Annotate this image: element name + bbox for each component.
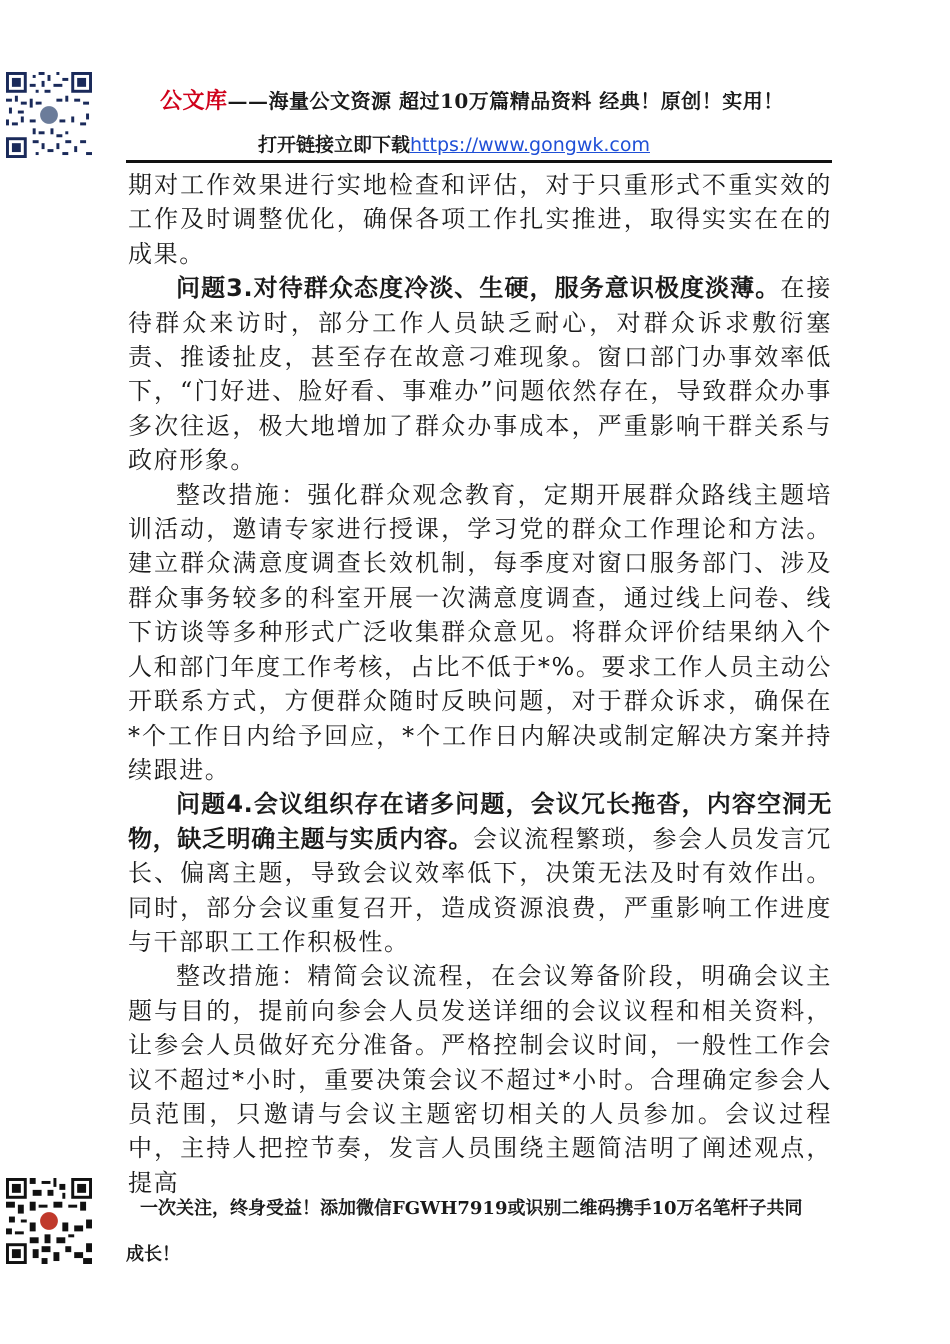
footer-promo-end: 成长！ — [126, 1244, 180, 1265]
paragraph-continuation: 期对工作效果进行实地检查和评估，对于只重形式不重实效的工作及时调整优化，确保各项工作扎实推进，取得实实在在的成果。 — [128, 171, 832, 268]
footer-promo: 一次关注，终身受益！添加微信FGWH7919或识别二维码携手10万名笔杆子共同 — [140, 1198, 803, 1219]
qr-code-icon — [6, 1178, 92, 1264]
issue-3-text: 在接待群众来访时，部分工作人员缺乏耐心，对群众诉求敷衍塞责、推诿扯皮，甚至存在故意刁难现象。窗口部门办事效率低下，“门好进、脸好看、事难办”问题依然存在，导致群众办事多次往返，极大地增加了群众办事成本，严重影响干群关系与政府形象。 — [128, 274, 832, 475]
paragraph-measures-4: 整改措施：精简会议流程，在会议筹备阶段，明确会议主题与目的，提前向参会人员发送详细的会议议程和相关资料，让参会人员做好充分准备。严格控制会议时间，一般性工作会议不超过*小时，重要决策会议不超过*小时。合理确定参会人员范围，只邀请与会议主题密切相关的人员参加。会议过程中，主持人把控节奏，发言人员围绕主题简洁明了阐述观点，提高 — [128, 962, 832, 1197]
issue-4-text: 会议流程繁琐，参会人员发言冗长、偏离主题，导致会议效率低下，决策无法及时有效作出。同时，部分会议重复召开，造成资源浪费，严重影响工作进度与干部职工工作积极性。 — [128, 824, 832, 956]
paragraph-measures-3: 整改措施：强化群众观念教育，定期开展群众路线主题培训活动，邀请专家进行授课，学习党的群众工作理论和方法。建立群众满意度调查长效机制，每季度对窗口服务部门、涉及群众事务较多的科室开展一次满意度调查，通过线上问卷、线下访谈等多种形式广泛收集群众意见。将群众评价结果纳入个人和部门年度工作考核，占比不低于*%。要求工作人员主动公开联系方式，方便群众随时反映问题，对于群众诉求，确保在*个工作日内给予回应，*个工作日内解决或制定解决方案并持续跟进。 — [128, 480, 832, 784]
issue-4-title: 问题4.会议组织存在诸多问题，会议冗长拖沓，内容空洞无物，缺乏明确主题与实质内容。 — [128, 790, 832, 853]
download-prefix: 打开链接立即下载 — [258, 134, 411, 156]
header-divider — [126, 160, 832, 163]
download-line — [258, 130, 858, 157]
paragraph-issue-4 — [128, 787, 832, 959]
qr-code-bottom — [6, 1178, 92, 1264]
document-body — [128, 168, 832, 1200]
qr-code-icon — [6, 72, 92, 158]
brand-name: 公文库 — [160, 88, 228, 114]
tagline-text: ——海量公文资源 超过10万篇精品资料 经典！原创！实用！ — [227, 89, 784, 113]
header-tagline — [160, 84, 860, 115]
website-link[interactable]: https://www.gongwk.com — [410, 134, 650, 156]
paragraph-issue-3 — [128, 271, 832, 477]
qr-code-top — [6, 72, 92, 158]
issue-3-title: 问题3.对待群众态度冷淡、生硬，服务意识极度淡薄。 — [176, 274, 781, 303]
